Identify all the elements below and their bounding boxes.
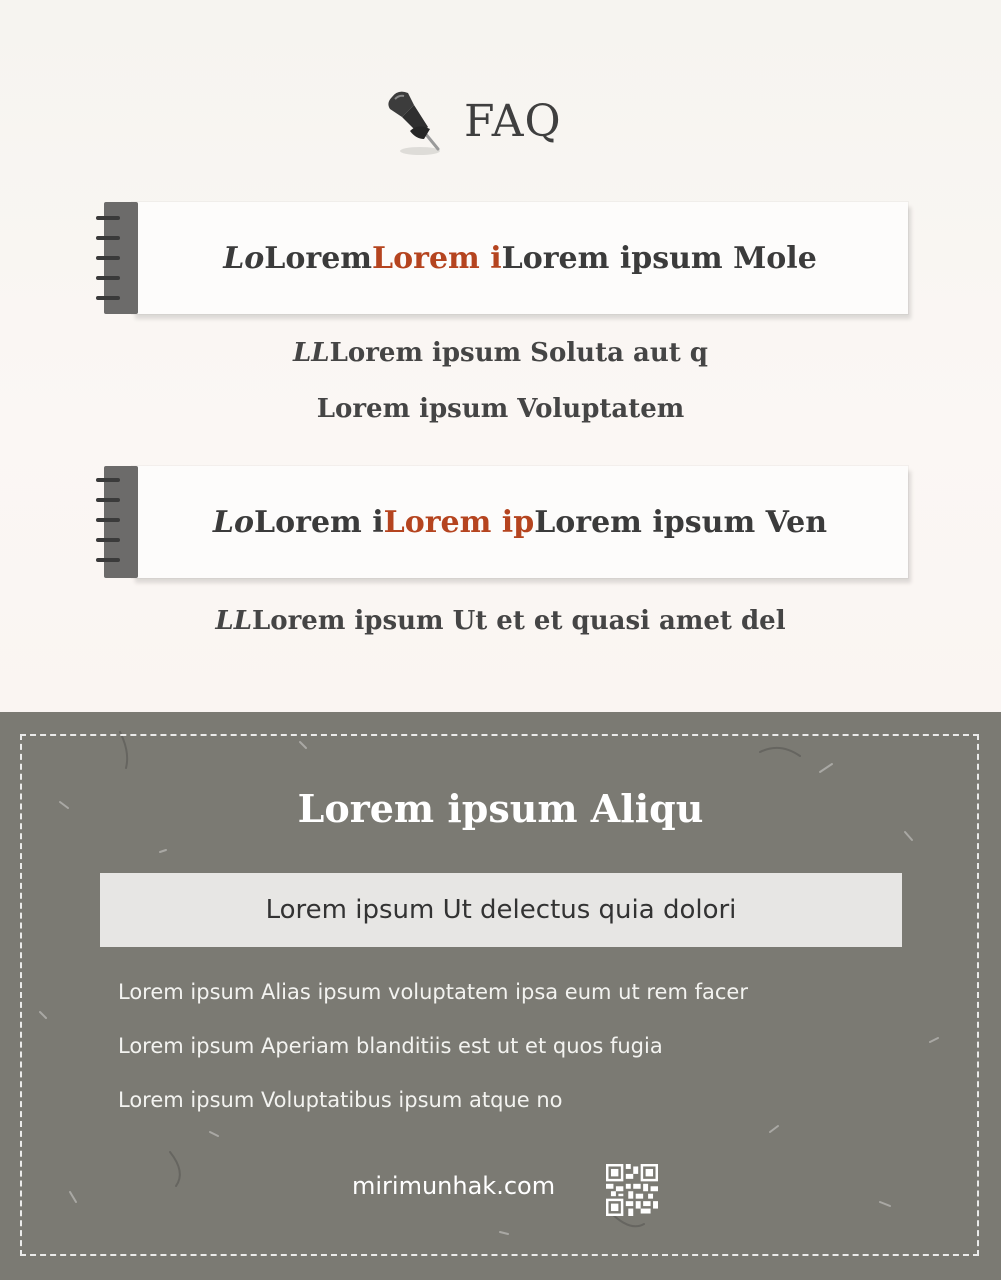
- binder-ring-icon: [96, 518, 120, 522]
- heading-part: Lorem ipsum Mole: [501, 240, 817, 276]
- answer-line: [0, 338, 1001, 368]
- answer-text: Lorem ipsum Ut et et quasi amet del: [251, 606, 786, 636]
- qr-code-icon: [606, 1164, 658, 1216]
- faq-title: FAQ: [464, 96, 562, 147]
- answer-text: Lorem ipsum Soluta aut q: [329, 338, 708, 368]
- heading-part: Lorem ip: [383, 504, 535, 540]
- question-card: [104, 466, 908, 578]
- question-card: [104, 202, 908, 314]
- binder-ring-icon: [96, 478, 120, 482]
- question-heading: [132, 202, 908, 314]
- footer-title: Lorem ipsum Aliqu: [297, 786, 704, 831]
- heading-part: Lorem i: [254, 504, 384, 540]
- answer-lead: LL: [215, 606, 252, 636]
- footer-line: Lorem ipsum Voluptatibus ipsum atque no: [118, 1088, 563, 1112]
- answer-text: Lorem ipsum Voluptatem: [316, 394, 685, 424]
- heading-part: Lorem i: [372, 240, 502, 276]
- binder-ring-icon: [96, 558, 120, 562]
- faq-header: [380, 86, 562, 158]
- binder-ring-icon: [96, 216, 120, 220]
- binder-ring-icon: [96, 296, 120, 300]
- heading-part: Lorem: [264, 240, 373, 276]
- binder-ring-icon: [96, 276, 120, 280]
- website-link[interactable]: mirimunhak.com: [352, 1172, 556, 1200]
- heading-part: Lo: [223, 240, 265, 276]
- heading-part: Lorem ipsum Ven: [534, 504, 828, 540]
- binder-ring-icon: [96, 498, 120, 502]
- binder-ring-icon: [96, 538, 120, 542]
- footer-line: Lorem ipsum Alias ipsum voluptatem ipsa eum ut rem facer: [118, 980, 748, 1004]
- answer-line: [0, 394, 1001, 424]
- answer-lead: LL: [293, 338, 330, 368]
- pushpin-icon: [380, 87, 446, 157]
- binder-ring-icon: [96, 236, 120, 240]
- binder-ring-icon: [96, 256, 120, 260]
- heading-part: Lo: [212, 504, 255, 540]
- footer-line: Lorem ipsum Aperiam blanditiis est ut et quos fugia: [118, 1034, 663, 1058]
- footer-section: [0, 712, 1001, 1280]
- footer-banner: Lorem ipsum Ut delectus quia dolori: [100, 873, 902, 947]
- answer-line: [0, 606, 1001, 636]
- question-heading: [132, 466, 908, 578]
